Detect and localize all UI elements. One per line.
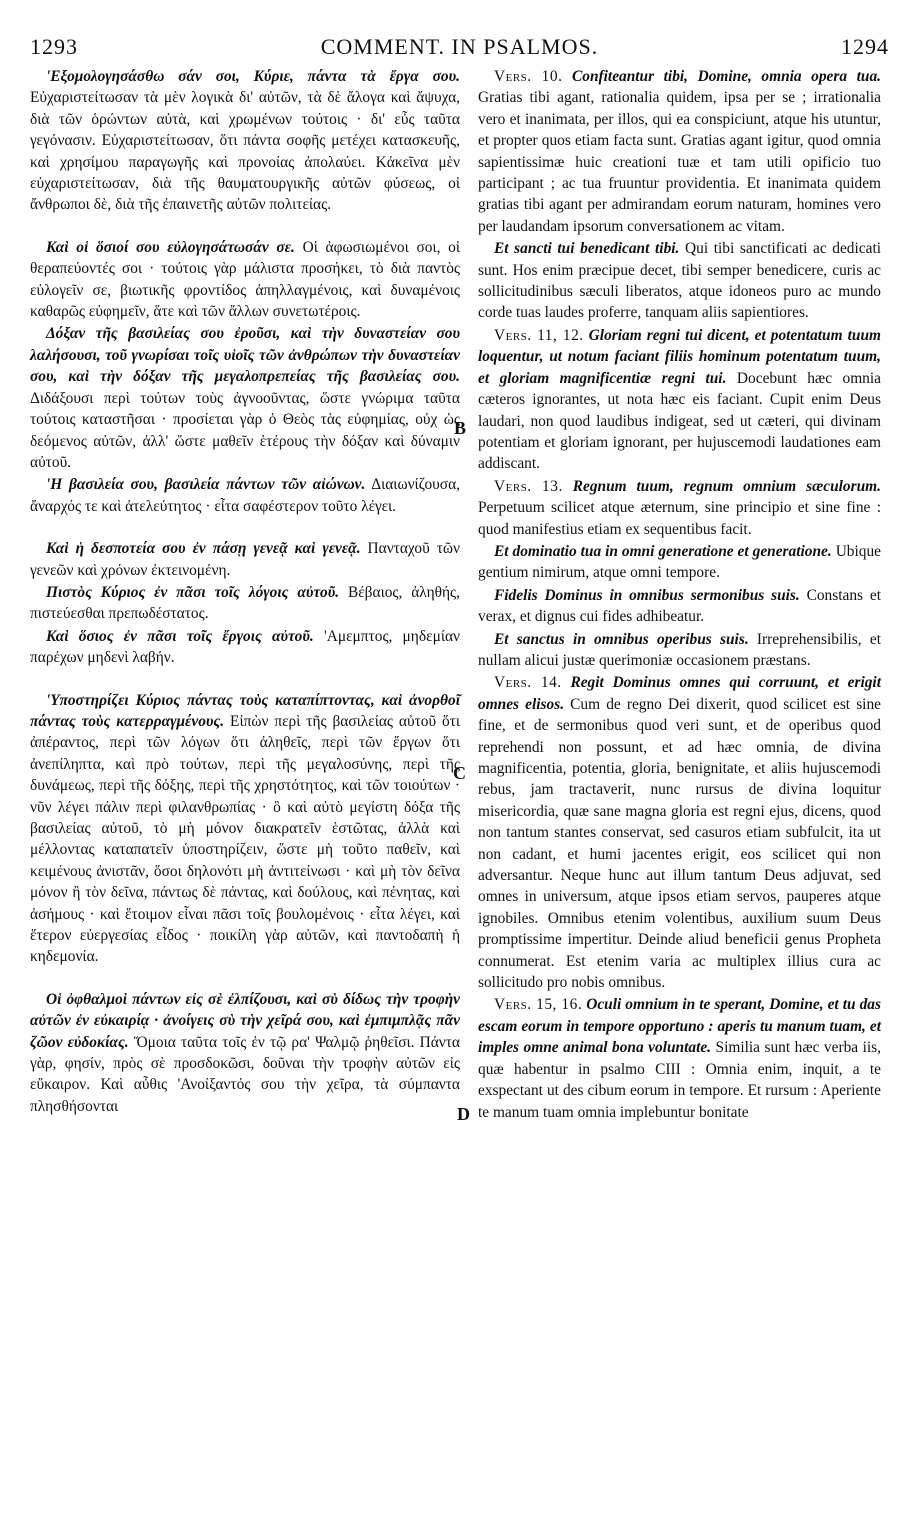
left-page-number: 1293 xyxy=(30,34,78,59)
greek-lemma: Καὶ ἡ δεσποτεία σου ἐν πάσῃ γενεᾷ καὶ γενεᾷ. xyxy=(46,540,361,558)
greek-commentary: Εἰπὼν περὶ τῆς βασιλείας αὐτοῦ ὅτι ἀπέραντος, περὶ τῶν λόγων ὅτι ἀληθεῖς, περὶ τῶν ἔργων ὅτι ἀνεπίληπτα, καὶ πρὸ τούτων, περὶ τῆς μεγαλοσύνης, περὶ τῆς δυνάμεως, περὶ τῆς δόξης, περὶ τῆς χρηστότητος, καὶ τῶν τοιούτων · νῦν λέγει πάλιν περὶ φιλανθρωπίας · ὃ καὶ αὐτὸ μεγίστη δόξα τῆς βασιλείας αὐτοῦ, τὸ μὴ μόνον διακρατεῖν ἑστῶτας, ἀλλὰ καὶ μέλλοντας καταπατεῖν ὑποστηρίζειν, ὥστε μὴ τοῦτο παθεῖν, καὶ κειμένους ἀνιστᾶν, ὅσοι δηλονότι μὴ ἀντιτείνωσι · καὶ μὴ τὸν δεῖνα μόνον ἢ τὸν δεῖνα, πάντως δὲ πάντας, καὶ δούλους, καὶ πένητας, καὶ ἀσήμους · καὶ ἕτοιμον εἶναι πᾶσι τοῖς βουλομένοις · εἶτα λέγει, καὶ ἕτερον εὐεργεσίας εἶδος · ποικίλη γὰρ αὐτῶν, καὶ παντοδαπὴ ἡ κηδεμονία. xyxy=(30,712,460,966)
verse-number: Vers. 11, 12. xyxy=(494,326,584,344)
greek-column xyxy=(30,66,460,1117)
right-page-number: 1294 xyxy=(841,34,889,59)
greek-paragraph xyxy=(30,66,460,216)
greek-lemma: Οἱ ὀφθαλμοὶ πάντων εἰς σὲ ἐλπίζουσι, καὶ σὺ δίδως τὴν τροφὴν αὐτῶν ἐν εὐκαιρίᾳ · ἀνοίγεις σὺ τὴν χεῖρά σου, καὶ ἐμπιμπλᾷς πᾶν ζῶον εὐδοκίας. xyxy=(30,990,460,1051)
greek-paragraph xyxy=(30,538,460,581)
latin-commentary: Similia sunt hæc verba iis, quæ habentur in psalmo CIII : Omnia enim, inquit, a te exspectant ut des cibum eorum in tempore. Et rursum : Aperiente te manum tuam omnia implebuntur bonitate xyxy=(478,1039,881,1121)
latin-paragraph xyxy=(478,672,881,993)
latin-paragraph xyxy=(478,66,881,237)
greek-lemma: Δόξαν τῆς βασιλείας σου ἐροῦσι, καὶ τὴν δυναστείαν σου λαλήσουσι, τοῦ γνωρίσαι τοῖς υἱοῖς τῶν ἀνθρώπων τὴν δυναστείαν σου, καὶ τὴν δόξαν τῆς μεγαλοπρεπείας τῆς βασιλείας σου. xyxy=(30,325,460,386)
greek-commentary: Ὅμοια ταῦτα τοῖς ἐν τῷ ρα' Ψαλμῷ ῥηθεῖσι. Πάντα γὰρ, φησίν, πρὸς σὲ προσδοκῶσι, δοῦναι τὴν τροφὴν αὐτῶν εἰς εὔκαιρον. Καὶ αὖθις 'Ανοίξαντός σου τὴν χεῖρα, τὰ σύμπαντα πλησθήσονται xyxy=(30,1033,460,1115)
margin-letter-b: B xyxy=(454,418,467,438)
latin-lemma: Et sanctus in omnibus operibus suis. xyxy=(494,630,749,648)
latin-paragraph xyxy=(478,325,881,475)
latin-commentary: Qui tibi sanctificati ac dedicati sunt. Hos enim præcipue decet, tibi semper benedicere, curis ac sollicitudinibus sæculi liberatos, atque idoneos puro ac mundo corde tuas laudes proferre, tanquam aliis sapientiores. xyxy=(478,240,881,322)
greek-paragraph xyxy=(30,626,460,669)
greek-paragraph xyxy=(30,690,460,968)
latin-paragraph xyxy=(478,994,881,1122)
greek-lemma: Πιστὸς Κύριος ἐν πᾶσι τοῖς λόγοις αὐτοῦ. xyxy=(46,583,340,601)
latin-paragraph xyxy=(478,238,881,324)
greek-commentary: Οἱ ἀφωσιωμένοι σοι, οἱ θεραπεύοντές σοι · τούτοις γὰρ μάλιστα προσήκει, τὸ διὰ παντὸς εὐλογεῖν σε, βιωτικῆς φροντίδος ἀπηλλαγμένοις, καὶ δυναμένοις καθαρῶς εὐφημεῖν, ἅτε καὶ τῶν ἄλλων συνετωτέροις. xyxy=(30,238,460,321)
latin-commentary: Docebunt hæc omnia cæteros ignorantes, ut nota hæc eis faciant. Cupit enim Deus laudari, non quod laudibus indigeat, sed ut cæteri, qui divinam potentiam et gloriam ignorant, per hujuscemodi laudationes eam addiscant. xyxy=(478,369,881,473)
latin-commentary: Irreprehensibilis, et nullam alicui justæ querimoniæ occasionem præstans. xyxy=(478,630,881,669)
latin-paragraph xyxy=(478,476,881,540)
latin-lemma: Et dominatio tua in omni generatione et generatione. xyxy=(494,542,832,560)
greek-commentary: Εὐχαριστείτωσαν τὰ μὲν λογικὰ δι' αὐτῶν, τὰ δὲ ἄλογα καὶ ἄψυχα, διὰ τῶν ὁρώντων αὐτὰ, καὶ χρωμένων τούτοις · δι' εὖς ταῦτα γεγόνασιν. Εὐχαριστείτωσαν, ὅτι πάντα σοφῆς μετέχει κατασκευῆς, καὶ χρησίμου παραγωγῆς καὶ προνοίας ἀπολαύει. Κἀκεῖνα μὲν εὐχαριστείτωσαν, διὰ τῆς θαυματουργικῆς αὐτῶν φύσεως, οἱ ἄνθρωποι δὲ, διὰ τῆς ἐπαινετῆς αὐτῶν πολιτείας. xyxy=(30,89,460,214)
latin-lemma: Et sancti tui benedicant tibi. xyxy=(494,240,680,258)
greek-paragraph xyxy=(30,582,460,625)
verse-number: Vers. 15, 16. xyxy=(494,996,583,1014)
greek-commentary: 'Αμεμπτος, μηδεμίαν παρέχων μηδενὶ λαβήν. xyxy=(30,627,460,667)
greek-paragraph xyxy=(30,474,460,517)
latin-paragraph xyxy=(478,585,881,628)
verse-number: Vers. 14. xyxy=(494,674,562,692)
margin-letter-d: D xyxy=(457,1104,470,1124)
greek-paragraph xyxy=(30,323,460,473)
running-header xyxy=(30,34,889,64)
greek-lemma: 'Η βασιλεία σου, βασιλεία πάντων τῶν αἰώνων. xyxy=(46,476,366,494)
latin-commentary: Gratias tibi agant, rationalia quidem, ipsa per se ; irrationalia vero et inanimata, per illos, qui ea conspiciunt, atque his utuntur, et propter quos etiam facta sunt. Gratias agant igitur, quod omnia sapientissimæ huic creationi tuæ et tam utili opificio tuo participant ; ac tua fruuntur providentia. Et inanimata quidem gratias tibi agant per admirandam eorum naturam, homines vero per laudandam ipsorum conversationem ac vitam. xyxy=(478,89,881,235)
latin-lemma: Gloriam regni tui dicent, et potentatum tuum loquentur, ut notum faciant filiis hominum potentatum tuum, et gloriam magnificentiæ regni tui. xyxy=(478,326,881,387)
greek-lemma: 'Υποστηρίζει Κύριος πάντας τοὺς καταπίπτοντας, καὶ ἀνορθοῖ πάντας τοὺς κατερραγμένους. xyxy=(30,691,460,730)
greek-commentary: Πανταχοῦ τῶν γενεῶν καὶ χρόνων ἐκτεινομένη. xyxy=(30,540,460,579)
verse-number: Vers. 13. xyxy=(494,477,563,495)
greek-commentary: Βέβαιος, ἀληθής, πιστεύεσθαι πρεπωδέστατος. xyxy=(30,583,460,623)
latin-lemma: Regnum tuum, regnum omnium sæculorum. xyxy=(572,477,881,495)
greek-lemma: 'Εξομολογησάσθω σάν σοι, Κύριε, πάντα τὰ ἔργα σου. xyxy=(46,68,460,85)
latin-lemma: Regit Dominus omnes qui corruunt, et erigit omnes elisos. xyxy=(478,674,881,713)
greek-lemma: Καὶ οἱ ὅσιοί σου εὐλογησάτωσάν σε. xyxy=(46,238,295,256)
greek-lemma: Καὶ ὅσιος ἐν πᾶσι τοῖς ἔργοις αὐτοῦ. xyxy=(46,627,314,645)
greek-paragraph xyxy=(30,237,460,323)
latin-commentary: Perpetuum scilicet atque æternum, sine principio et sine fine : quod manifestius etiam ex sequentibus facit. xyxy=(478,499,881,538)
latin-column xyxy=(478,66,881,1123)
greek-paragraph xyxy=(30,989,460,1117)
latin-paragraph xyxy=(478,541,881,584)
latin-paragraph xyxy=(478,629,881,672)
latin-lemma: Fidelis Dominus in omnibus sermonibus suis. xyxy=(494,586,800,604)
verse-number: Vers. 10. xyxy=(494,68,563,85)
latin-commentary: Constans et verax, et dignus cui fides adhibeatur. xyxy=(478,586,881,626)
greek-commentary: Διδάξουσι περὶ τούτων τοὺς ἀγνοοῦντας, ὥστε γνώριμα ταῦτα τούτοις καταστῆσαι · προσίεται γὰρ ὁ Θεὸς τὰς εὐφημίας, οὐχ ὡς δεόμενος αὐτῶν, ἀλλ' ὥστε μαθεῖν ἑτέρους τὴν δόξαν καὶ δύναμιν αὐτοῦ. xyxy=(30,389,460,471)
latin-commentary: Cum de regno Dei dixerit, quod scilicet est sine fine, et de sermonibus quod veri sunt, et de operibus quod reprehendi non possunt, et ad hæc omnia, de divina magnificentia, potentia, gloria, benignitate, et aliis hujuscemodi rebus, jam tractaverit, nunc rursus de divina loquitur misericordia, quæ sane magna gloria est regni ejus, dicens, quod non tantum stantes conservat, sed casuros etiam subfulcit, ita ut non cadant, et humi jacentes erigit, eos scilicet qui non adversantur. Neque hunc aut illum tantum Deus adjuvat, sed omnes in universum, atque ipsos etiam servos, pauperes atque ignobiles. Omnibus etenim volentibus, auxilium suum Deus promptissime impertitur. Deinde aliud beneficii genus Propheta connumerat. Est etenim varia ac multiplex illius cura ac sollicitudo pro nobis omnibus. xyxy=(478,695,881,992)
running-title: COMMENT. IN PSALMOS. xyxy=(320,34,599,59)
latin-lemma: Oculi omnium in te sperant, Domine, et tu das escam eorum in tempore opportuno : aperis tu manum tuam, et imples omne animal bona voluntate. xyxy=(478,996,881,1057)
greek-commentary: Διαιωνίζουσα, ἄναρχός τε καὶ ἀτελεύτητος · εἶτα σαφέστερον τοῦτο λέγει. xyxy=(30,476,460,515)
latin-lemma: Confiteantur tibi, Domine, omnia opera tua. xyxy=(572,68,882,85)
margin-letter-c: C xyxy=(453,763,466,783)
latin-commentary: Ubique gentium nimirum, atque omni tempore. xyxy=(478,542,881,582)
